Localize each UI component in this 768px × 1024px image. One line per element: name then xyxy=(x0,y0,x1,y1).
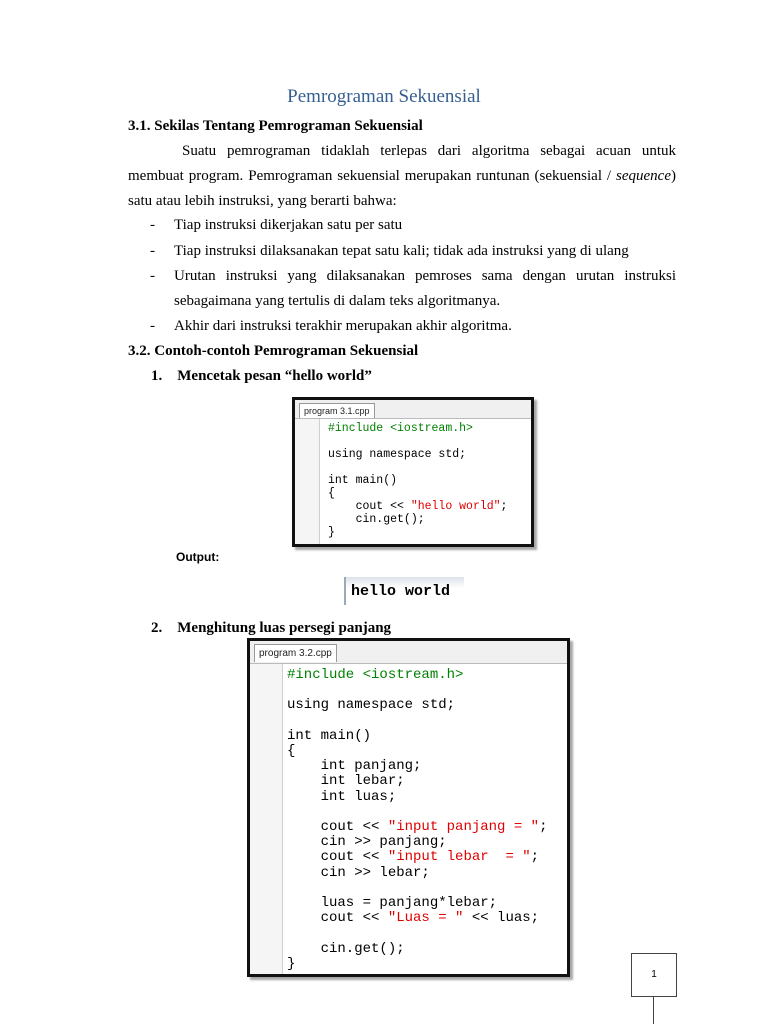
code-line: cin.get(); xyxy=(328,513,425,526)
list-item xyxy=(150,213,676,238)
file-tab[interactable]: program 3.2.cpp xyxy=(254,644,337,662)
code-editor xyxy=(328,422,507,539)
list-item xyxy=(150,239,676,264)
code-line: { xyxy=(328,487,335,500)
code-line: cin >> panjang; xyxy=(287,834,447,851)
list-item-text: Tiap instruksi dilaksanakan tepat satu kali; tidak ada instruksi yang di ulang xyxy=(174,243,629,259)
code-line xyxy=(287,926,547,941)
bullet-dash: - xyxy=(150,243,155,259)
code-line xyxy=(287,805,547,820)
code-line: cin.get(); xyxy=(287,940,405,957)
code-line: int panjang; xyxy=(287,758,422,775)
code-line: cout << "Luas = " << luas; xyxy=(287,910,540,927)
list-item-text: Tiap instruksi dikerjakan satu per satu xyxy=(174,217,403,233)
list-item xyxy=(150,264,676,314)
tab-bar xyxy=(250,641,567,664)
code-line: luas = panjang*lebar; xyxy=(287,895,498,912)
code-line: int lebar; xyxy=(287,773,405,790)
document-title: Pemrograman Sekuensial xyxy=(287,86,481,107)
code-line: #include <iostream.h> xyxy=(328,422,473,435)
code-line xyxy=(328,461,507,474)
file-tab[interactable]: program 3.1.cpp xyxy=(299,403,375,418)
list-item xyxy=(150,314,676,339)
line-gutter xyxy=(250,664,283,974)
code-line: #include <iostream.h> xyxy=(287,667,464,683)
bullet-dash: - xyxy=(150,217,155,233)
code-line xyxy=(287,683,547,698)
code-line xyxy=(328,435,507,448)
code-line: } xyxy=(287,955,296,972)
code-window-2 xyxy=(247,638,570,977)
code-line: cout << "hello world"; xyxy=(328,500,508,513)
list-item-text: Urutan instruksi yang dilaksanakan pemroses sama dengan urutan instruksi sebagaimana yang tertulis di dalam teks algoritmanya. xyxy=(174,268,676,309)
code-line: { xyxy=(287,743,296,760)
code-line: int luas; xyxy=(287,788,397,805)
code-line xyxy=(287,714,547,729)
code-line: cout << "input lebar = "; xyxy=(287,849,540,866)
intro-paragraph xyxy=(128,139,676,214)
bullet-dash: - xyxy=(150,268,155,284)
code-window-1 xyxy=(292,397,534,547)
section-heading-3-1: 3.1. Sekilas Tentang Pemrograman Sekuensial xyxy=(128,118,423,134)
line-gutter xyxy=(295,419,320,544)
page-number: 1 xyxy=(631,953,677,997)
section-heading-3-2: 3.2. Contoh-contoh Pemrograman Sekuensial xyxy=(128,343,419,359)
page-number-rule xyxy=(653,996,654,1024)
code-line: cout << "input panjang = "; xyxy=(287,819,548,836)
example-heading-2: 2. Menghitung luas persegi panjang xyxy=(151,620,392,636)
output-console xyxy=(344,577,464,605)
output-text: hello world xyxy=(351,583,451,600)
intro-text-emphasis: sequence xyxy=(616,168,671,184)
code-editor xyxy=(287,668,547,972)
code-line: using namespace std; xyxy=(287,697,456,714)
code-line: using namespace std; xyxy=(328,448,467,461)
tab-bar xyxy=(295,400,531,419)
code-line xyxy=(287,881,547,896)
intro-text-b: ) satu atau lebih instruksi, yang berarti bahwa: xyxy=(128,168,676,209)
code-line: cin >> lebar; xyxy=(287,864,430,881)
list-item-text: Akhir dari instruksi terakhir merupakan akhir algoritma. xyxy=(174,318,512,334)
output-label: Output: xyxy=(176,550,220,564)
intro-text-a: Suatu pemrograman tidaklah terlepas dari algoritma sebagai acuan untuk membuat program. Pemrograman sekuensial merupakan runtunan (sekuensial / xyxy=(128,143,676,184)
code-line: int main() xyxy=(287,727,372,744)
code-line: } xyxy=(328,526,335,539)
bullet-dash: - xyxy=(150,318,155,334)
code-line: int main() xyxy=(328,474,398,487)
example-heading-1: 1. Mencetak pesan “hello world” xyxy=(151,368,372,384)
